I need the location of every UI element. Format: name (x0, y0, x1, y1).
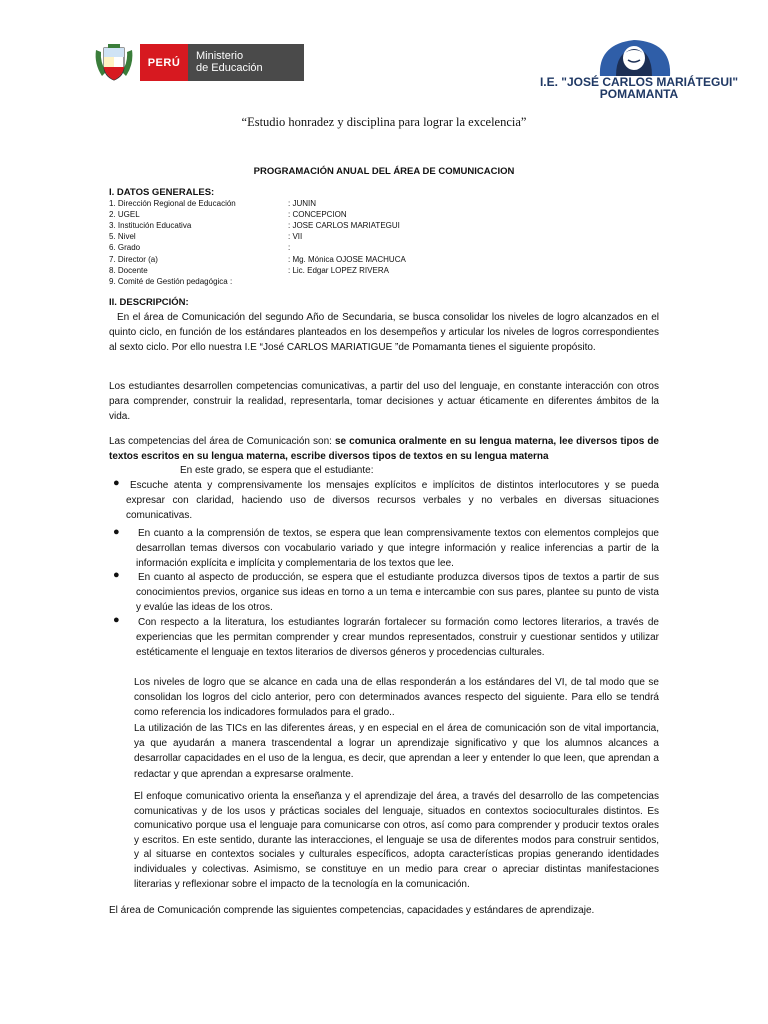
peru-coat-of-arms-icon (92, 42, 136, 84)
datos-row (109, 220, 529, 231)
school-name-line1: I.E. "JOSÉ CARLOS MARIÁTEGUI" (539, 75, 739, 89)
datos-row (109, 276, 529, 287)
bullet-icon: ● (113, 526, 120, 538)
peru-label: PERÚ (140, 44, 188, 81)
ministerio-line1: Ministerio (196, 50, 244, 62)
datos-label: 8. Docente (109, 266, 148, 275)
datos-row (109, 242, 529, 253)
datos-row (109, 231, 529, 242)
datos-label: 3. Institución Educativa (109, 221, 192, 230)
competencias-paragraph (109, 434, 659, 464)
datos-value: : CONCEPCION (288, 210, 347, 219)
motto: “Estudio honradez y disciplina para lograr la excelencia” (241, 115, 527, 129)
bullet-icon: ● (113, 477, 120, 489)
document-title: PROGRAMACIÓN ANUAL DEL ÁREA DE COMUNICACION (253, 166, 515, 177)
datos-generales-heading: I. DATOS GENERALES: (109, 187, 215, 198)
datos-row (109, 254, 529, 265)
ministerio-label (188, 44, 304, 81)
datos-value: : Mg. Mónica OJOSE MACHUCA (288, 255, 406, 264)
ministerio-line2: de Educación (196, 62, 263, 74)
niveles-paragraph: Los niveles de logro que se alcance en cada una de ellas responderán a los estándares del VI, de tal modo que se consolidan los logros del ciclo anterior, pero con determinados avances respecto del siguiente. Para ello se tendrá como referencia los indicadores formulados para el grado.. (134, 677, 659, 719)
datos-label: 5. Nivel (109, 232, 136, 241)
datos-value: : JUNIN (288, 199, 316, 208)
datos-label: 1. Dirección Regional de Educación (109, 199, 236, 208)
competencias-intro: Las competencias del área de Comunicación son: (109, 436, 332, 447)
descripcion-heading: II. DESCRIPCIÓN: (109, 297, 189, 308)
datos-label: 2. UGEL (109, 210, 140, 219)
enfoque-paragraph: El enfoque comunicativo orienta la enseñanza y el aprendizaje del área, a través del desarrollo de las competencias comunicativas y de los usos y prácticas sociales del lenguaje, situados en contextos socioculturales distintos. Es comunicativo porque usa el lenguaje para comunicarse con otros, así como para comprender y producir textos orales y escritos. En este sentido, durante las interacciones, el lenguaje se usa de diferentes modos para construir sentidos, y al situarse en contextos sociales y culturales específicos, adopta características propias generando identidades individuales y colectivas. Asimismo, se constituye en un medio para crear o apreciar distintas manifestaciones literarias y reflexionar sobre el impacto de la tecnología en la comunicación. (134, 791, 659, 890)
descripcion-paragraph-1: En el área de Comunicación del segundo Año de Secundaria, se busca consolidar los niveles de logro alcanzados en el quinto ciclo, en función de los estándares planteados en los desempeños y articular los niveles de logros correspondientes al sexto ciclo. Por ello nuestra I.E “José CARLOS MARIATIGUE ”de Pomamanta tienes el siguiente propósito. (109, 312, 659, 354)
datos-value: : (288, 243, 291, 252)
tics-paragraph: La utilización de las TICs en las diferentes áreas, y en especial en el área de comunicación son de vital importancia, ya que ayudarán a manera trascendental a lograr un aprendizaje significativo y que los alumnos alcances a desarrollar capacidades en el uso de la lengua, es decir, que aprendan a leer y entender lo que leen, que aprendan a redactar y que aprendan a expresarse oralmente. (134, 723, 659, 780)
grado-intro: En este grado, se espera que el estudiante: (180, 465, 374, 476)
competencias-list: se comunica oralmente en su lengua materna, lee diversos tipos de textos escritos en su lengua materna, escribe diversos tipos de textos en su lengua materna (109, 436, 659, 463)
school-logo-icon (594, 36, 676, 78)
bullet-item-2: En cuanto a la comprensión de textos, se espera que lean comprensivamente textos con elementos complejos que desarrollan temas diversos con vocabulario variado y que integre información y realice inferencias a partir de la información explícita e implícita y complementaria de los textos que lee. (136, 528, 659, 570)
datos-value: : VII (288, 232, 303, 241)
descripcion-paragraph-2: Los estudiantes desarrollen competencias comunicativas, a partir del uso del lenguaje, en constante interacción con otros para comprender, construir la realidad, representarla, tomar decisiones y actuar éticamente en diferentes ámbitos de la vida. (109, 381, 659, 423)
bullet-item-1: Escuche atenta y comprensivamente los mensajes explícitos e implícitos de distintos interlocutores y se pueda expresar con claridad, haciendo uso de diversos recursos verbales y no verbales en diversas situaciones comunicativas. (126, 480, 659, 522)
datos-row (109, 209, 529, 220)
datos-value: : Lic. Edgar LOPEZ RIVERA (288, 266, 389, 275)
school-name (524, 76, 754, 100)
datos-label: 6. Grado (109, 243, 141, 252)
school-name-line2: POMAMANTA (599, 87, 679, 101)
datos-value: : JOSE CARLOS MARIATEGUI (288, 221, 400, 230)
datos-row (109, 265, 529, 276)
datos-label: 9. Comité de Gestión pedagógica : (109, 277, 233, 286)
bullet-item-3: En cuanto al aspecto de producción, se espera que el estudiante produzca diversos tipos de textos a partir de sus conocimientos previos, organice sus ideas en torno a un tema e intercambie con sus pares, plantee su punto de vista y evalúe las ideas de los otros. (136, 572, 659, 614)
competencias-closing: El área de Comunicación comprende las siguientes competencias, capacidades y estándares de aprendizaje. (109, 905, 595, 916)
datos-row (109, 198, 529, 209)
datos-label: 7. Director (a) (109, 255, 158, 264)
bullet-icon: ● (113, 569, 120, 581)
bullet-icon: ● (113, 614, 120, 626)
bullet-item-4: Con respecto a la literatura, los estudiantes lograrán fortalecer su formación como lectores literarios, a través de experiencias que les permitan comprender y crear mundos representados, construir y cuestionar sentidos y utilizar estéticamente el lenguaje en textos literarios de diversos géneros y procedencias culturales. (136, 617, 659, 659)
